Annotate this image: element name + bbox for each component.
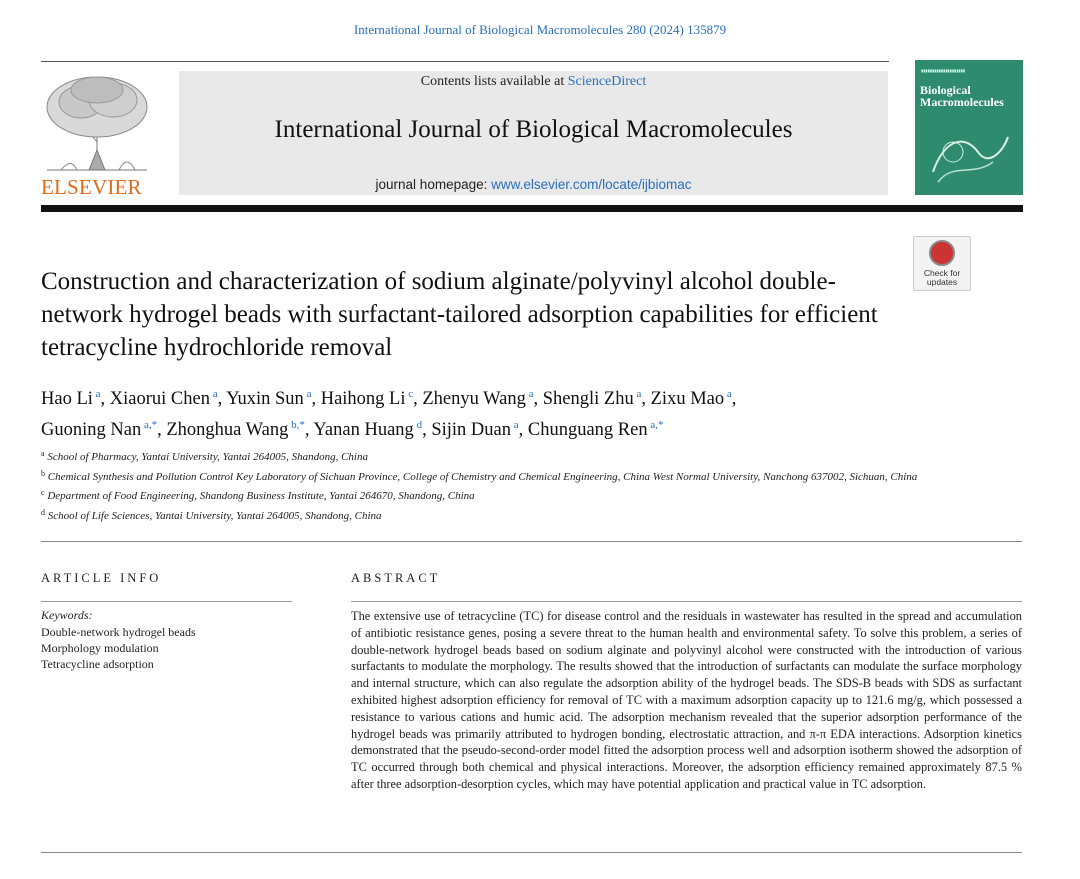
- header-top-rule: [41, 61, 889, 62]
- affiliation-marker: d: [41, 507, 45, 517]
- affiliation-item: [41, 485, 941, 505]
- elsevier-wordmark: ELSEVIER: [41, 175, 142, 199]
- journal-name: International Journal of Biological Macromolecules: [274, 116, 793, 143]
- sciencedirect-link[interactable]: ScienceDirect: [567, 74, 647, 89]
- author-name[interactable]: Zixu Mao: [650, 389, 725, 409]
- author-affiliation-marker[interactable]: a: [724, 388, 732, 400]
- affiliation-marker: b: [41, 468, 45, 478]
- affiliation-item: [41, 466, 941, 486]
- crossmark-line2: updates: [926, 277, 958, 287]
- author-name[interactable]: Xiaorui Chen: [109, 389, 210, 409]
- affiliation-list: [41, 446, 941, 524]
- author-affiliation-marker[interactable]: a,*: [647, 419, 664, 431]
- contents-prefix: Contents lists available at: [420, 74, 568, 89]
- author-name[interactable]: Chunguang Ren: [527, 420, 648, 440]
- author-name[interactable]: Guoning Nan: [41, 420, 142, 440]
- article-title: Construction and characterization of sodium alginate/polyvinyl alcohol double-network hydrogel beads with surfactant-tailored adsorption capabilities for efficient tetracycline hydrochloride removal: [41, 268, 878, 361]
- author-name[interactable]: Sijin Duan: [431, 420, 511, 440]
- elsevier-tree-icon: [41, 72, 153, 172]
- journal-citation-link[interactable]: International Journal of Biological Macromolecules 280 (2024) 135879: [353, 22, 727, 37]
- author-name[interactable]: Zhonghua Wang: [166, 420, 289, 440]
- author-name[interactable]: Hao Li: [41, 389, 93, 409]
- author-name[interactable]: Yuxin Sun: [226, 389, 304, 409]
- affiliation-marker: c: [41, 488, 45, 497]
- crossmark-icon: [929, 240, 955, 266]
- cover-illustration: [923, 122, 1015, 188]
- author-affiliation-marker[interactable]: a: [303, 388, 312, 400]
- keyword-item: Morphology modulation: [41, 641, 159, 655]
- author-affiliation-marker[interactable]: a: [633, 388, 642, 400]
- check-for-updates-badge[interactable]: [913, 236, 971, 291]
- author-name[interactable]: Zhenyu Wang: [422, 389, 526, 409]
- affiliation-item: [41, 505, 941, 525]
- affiliation-text: Department of Food Engineering, Shandong Business Institute, Yantai 264670, Shandong, China: [44, 490, 475, 502]
- affiliation-text: School of Pharmacy, Yantai University, Yantai 264005, Shandong, China: [44, 451, 368, 463]
- abstract-text: The extensive use of tetracycline (TC) for disease control and the residuals in wastewater has resulted in the spread and accumulation of antibiotic resistance genes, posing a severe threat to the human health and environmental safety. To solve this problem, a series of double-network hydrogel beads based on sodium alginate and polyvinyl alcohol were constructed with the introduction of various surfactants to modulate the morphology. The results showed that the introduction of surfactants can modulate the surface morphology and internal structure, which can also regulate the adsorption ability of the hydrogel beads. The SDS-B beads with SDS as surfactant exhibited highest adsorption efficiency for removal of TC with a maximum adsorption capacity up to 121.6 mg/g, which possessed a resistance to various cations and humic acid. The adsorption mechanism revealed that the superior adsorption performance of the hydrogel beads was primarily attributed to hydrogen bonding, electrostatic attraction, and π-π EDA interactions. Adsorption kinetics demonstrated that the pseudo-second-order model fitted the adsorption process well and adsorption isotherm showed the adsorption of TC occurred through both chemical and physical interactions. Moreover, the adsorption efficiency remained approximately 87.5 % after three adsorption-desorption cycles, which may have potential application and practical value in TC adsorption.: [351, 609, 1022, 791]
- keyword-item: Double-network hydrogel beads: [41, 625, 196, 639]
- contents-line: [179, 74, 888, 90]
- elsevier-logo[interactable]: [41, 72, 153, 199]
- homepage-prefix: journal homepage:: [375, 177, 492, 192]
- author-name[interactable]: Haihong Li: [320, 389, 406, 409]
- keyword-item: Tetracycline adsorption: [41, 657, 154, 671]
- cover-title: [920, 84, 1004, 108]
- author-affiliation-marker[interactable]: d: [413, 419, 423, 431]
- header-thick-rule: [41, 205, 1023, 212]
- journal-cover-image[interactable]: [915, 60, 1023, 195]
- abstract-heading: ABSTRACT: [351, 571, 441, 585]
- author-affiliation-marker[interactable]: a: [525, 388, 534, 400]
- author-name[interactable]: Shengli Zhu: [542, 389, 634, 409]
- affiliation-text: Chemical Synthesis and Pollution Control Key Laboratory of Sichuan Province, College of Chemistry and Chemical Engineering, China West Normal University, Nanchong 637002, Sichuan, China: [45, 470, 918, 483]
- author-name[interactable]: Yanan Huang: [313, 420, 414, 440]
- cover-title-line1: Biological: [920, 83, 971, 97]
- author-affiliation-marker[interactable]: a: [510, 419, 519, 431]
- cover-header-strip: ▮▮▮▮▮▮▮▮▮▮▮▮▮▮▮▮▮▮▮▮: [921, 68, 966, 73]
- affiliation-marker: a: [41, 449, 45, 458]
- author-list: Hao Li $^a$, Xiaorui Chen $^a$, Yuxin Sun $^a$, Haihong Li $^c$, Zhenyu Wang $^a$, Shengli Zhu $^a$, Zixu Mao $^a$, Guoning Nan $^{a,*}$, Zhonghua Wang $^{b,*}$, Yanan Huang $^d$, Sijin Duan $^a$, Chunguang Ren $^{a,*}$: [41, 388, 737, 440]
- journal-masthead: [179, 71, 888, 195]
- keyword-list: [41, 624, 196, 672]
- author-affiliation-marker[interactable]: a,*: [141, 419, 158, 431]
- journal-homepage-link[interactable]: www.elsevier.com/locate/ijbiomac: [491, 177, 692, 192]
- cover-title-line2: Macromolecules: [920, 95, 1004, 109]
- author-affiliation-marker[interactable]: c: [405, 388, 414, 400]
- affiliation-divider: [41, 541, 1022, 542]
- affiliation-text: School of Life Sciences, Yantai University, Yantai 264005, Shandong, China: [45, 509, 382, 522]
- author-affiliation-marker[interactable]: a: [92, 388, 101, 400]
- affiliation-item: [41, 446, 941, 466]
- crossmark-text: [914, 269, 970, 287]
- author-affiliation-marker[interactable]: a: [209, 388, 218, 400]
- bottom-divider: [41, 852, 1022, 853]
- article-info-heading: ARTICLE INFO: [41, 571, 162, 585]
- homepage-line: [179, 177, 888, 192]
- abstract-rule: [351, 601, 1022, 602]
- author-affiliation-marker[interactable]: b,*: [288, 419, 305, 431]
- article-info-rule: [41, 601, 292, 602]
- crossmark-line1: Check for: [923, 268, 961, 278]
- keywords-label: Keywords:: [41, 608, 93, 622]
